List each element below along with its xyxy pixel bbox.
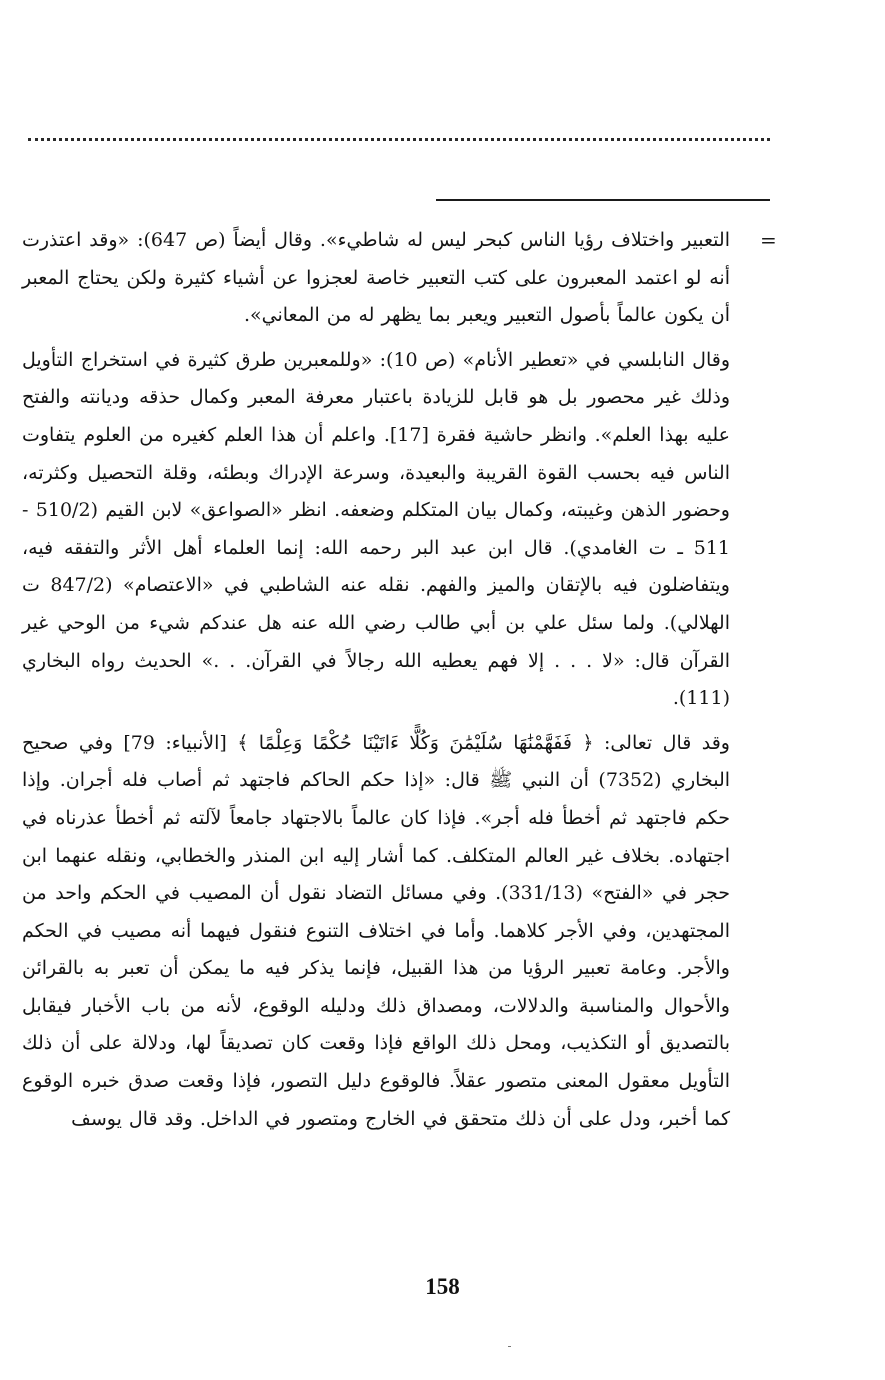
- scan-speck: [508, 1346, 511, 1347]
- footnote-paragraph-1: التعبير واختلاف رؤيا الناس كبحر ليس له شاطيء». وقال أيضاً (ص 647): «وقد اعتذرت أنه لو اعتمد المعبرون على كتب التعبير خاصة لعجزوا عن أشياء كثيرة ولكن يحتاج المعبر أن يكون عالماً بأصول التعبير ويعبر بما يظهر له من المعاني».: [22, 229, 730, 327]
- footnote-rule: [436, 199, 770, 201]
- footnote-paragraph-3: وقد قال تعالى: ﴿ فَفَهَّمْنَٰهَا سُلَيْمَٰنَ وَكُلًّا ءَاتَيْنَا حُكْمًا وَعِلْمًا ﴾ [الأنبياء: 79] وفي صحيح البخاري (7352) أن النبي ﷺ قال: «إذا حكم الحاكم فاجتهد ثم أصاب فله أجران. وإذا حكم فاجتهد ثم أخطأ فله أجر». فإذا كان عالماً بالاجتهاد جامعاً لآلته ثم أخطأ عذرناه في اجتهاده. بخلاف غير العالم المتكلف. كما أشار إليه ابن المنذر والخطابي، ونقله عنهما ابن حجر في «الفتح» (331/13). وفي مسائل التضاد نقول أن المصيب في الحكم واحد من المجتهدين، وفي الأجر كلاهما. وأما في اختلاف التنوع فنقول فيهما أنه مصيب في الحكم والأجر. وعامة تعبير الرؤيا من هذا القبيل، فإنما يذكر فيه ما يمكن أن تعبر به بالقرائن والأحوال والمناسبة والدلالات، ومصداق ذلك ودليله الوقوع، لأنه من باب الأخبار فيقابل بالتصديق أو التكذيب، ومحل ذلك الواقع فإذا وقعت كان تصديقاً لها، ودلالة على أن ذلك التأويل معقول المعنى متصور عقلاً. فالوقوع دليل التصور، فإذا وقعت صدق خبره الوقوع كما أخبر، ودل على أن ذلك متحقق في الخارج ومتصور في الداخل. وقد قال يوسف: [22, 731, 731, 1130]
- page-number: 158: [425, 1274, 460, 1299]
- continuation-mark: =: [760, 228, 777, 252]
- dotted-separator: [28, 138, 770, 141]
- footnote-paragraph-2: وقال النابلسي في «تعطير الأنام» (ص 10): «وللمعبرين طرق كثيرة في استخراج التأويل وذلك غير محصور بل هو قابل للزيادة باعتبار معرفة المعبر وكمال حذقه وديانته والفتح عليه بهذا العلم». وانظر حاشية فقرة [17]. واعلم أن هذا العلم كغيره من العلوم يتفاوت الناس فيه بحسب القوة القريبة والبعيدة، وسرعة الإدراك وبطئه، وقلة التحصيل وكثرته، وحضور الذهن وغيبته، وكمال بيان المتكلم وضعفه. انظر «الصواعق» لابن القيم (510/2 - 511 ـ ت الغامدي). قال ابن عبد البر رحمه الله: إنما العلماء أهل الأثر والتفقه فيه، ويتفاضلون فيه بالإتقان والميز والفهم. نقله عنه الشاطبي في «الاعتصام» (847/2 ت الهلالي). ولما سئل علي بن أبي طالب رضي الله عنه هل عندكم شيء من الوحي غير القرآن قال: «لا . . . إلا فهم يعطيه الله رجالاً في القرآن. . .» الحديث رواه البخاري (111).: [22, 348, 731, 710]
- footnote-text: [22, 222, 730, 1145]
